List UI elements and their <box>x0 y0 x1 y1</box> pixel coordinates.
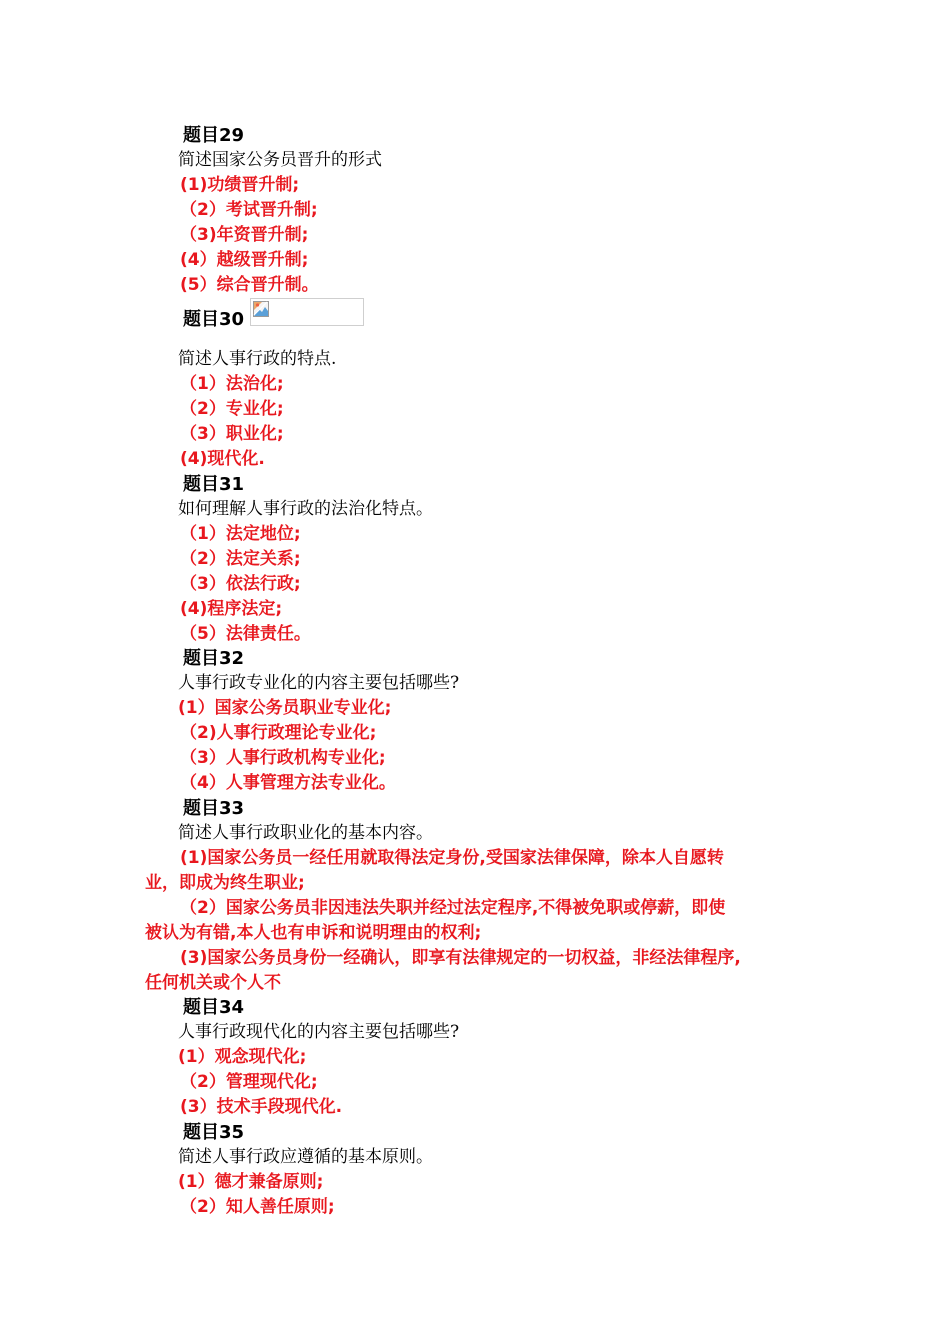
question-text: 简述人事行政的特点. <box>178 349 337 369</box>
broken-image-placeholder <box>250 298 364 326</box>
answer-line: 任何机关或个人不 <box>145 973 281 993</box>
answer-line: （3）依法行政; <box>180 574 301 594</box>
answer-line: （2）考试晋升制; <box>180 200 318 220</box>
answer-line: （2）管理现代化; <box>180 1072 318 1092</box>
question-title: 题目29 <box>183 125 245 146</box>
answer-line: (1）国家公务员职业专业化; <box>178 698 392 718</box>
question-text: 人事行政专业化的内容主要包括哪些? <box>178 673 460 693</box>
answer-line: （2）法定关系; <box>180 549 301 569</box>
question-text: 简述人事行政职业化的基本内容。 <box>178 823 433 843</box>
answer-line: （3)年资晋升制; <box>180 225 309 245</box>
answer-line: 被认为有错,本人也有申诉和说明理由的权利; <box>145 923 482 943</box>
answer-line: （3）人事行政机构专业化; <box>180 748 386 768</box>
answer-line: （4）人事管理方法专业化。 <box>180 773 396 793</box>
question-title: 题目34 <box>183 997 245 1018</box>
answer-line: （5）法律责任。 <box>180 624 311 644</box>
answer-line: (3）技术手段现代化. <box>180 1097 343 1117</box>
answer-line: (1）德才兼备原则; <box>178 1172 324 1192</box>
answer-line: (5）综合晋升制。 <box>180 275 319 295</box>
question-title: 题目32 <box>183 648 245 669</box>
answer-line: （2）国家公务员非因违法失职并经过法定程序,不得被免职或停薪，即使 <box>180 898 726 918</box>
answer-line: (4)程序法定; <box>180 599 283 619</box>
answer-line: （2)人事行政理论专业化; <box>180 723 377 743</box>
question-text: 如何理解人事行政的法治化特点。 <box>178 499 433 519</box>
answer-line: （1）法治化; <box>180 374 284 394</box>
question-text: 简述人事行政应遵循的基本原则。 <box>178 1147 433 1167</box>
answer-line: （1）法定地位; <box>180 524 301 544</box>
answer-line: （2）知人善任原则; <box>180 1197 335 1217</box>
answer-line: (4)现代化. <box>180 449 265 469</box>
answer-line: (3)国家公务员身份一经确认，即享有法律规定的一切权益，非经法律程序, <box>180 948 741 968</box>
question-text: 简述国家公务员晋升的形式 <box>178 150 382 170</box>
broken-image-icon <box>253 301 269 317</box>
answer-line: （3）职业化; <box>180 424 284 444</box>
question-title: 题目33 <box>183 798 245 819</box>
answer-line: （2）专业化; <box>180 399 284 419</box>
answer-line: (1）观念现代化; <box>178 1047 307 1067</box>
question-title: 题目35 <box>183 1122 245 1143</box>
question-title: 题目31 <box>183 474 245 495</box>
answer-line: 业，即成为终生职业; <box>145 873 305 893</box>
answer-line: (4）越级晋升制; <box>180 250 309 270</box>
answer-line: (1)功绩晋升制; <box>180 175 300 195</box>
question-text: 人事行政现代化的内容主要包括哪些? <box>178 1022 460 1042</box>
question-title: 题目30 <box>183 309 245 330</box>
answer-line: (1)国家公务员一经任用就取得法定身份,受国家法律保障，除本人自愿转 <box>180 848 724 868</box>
